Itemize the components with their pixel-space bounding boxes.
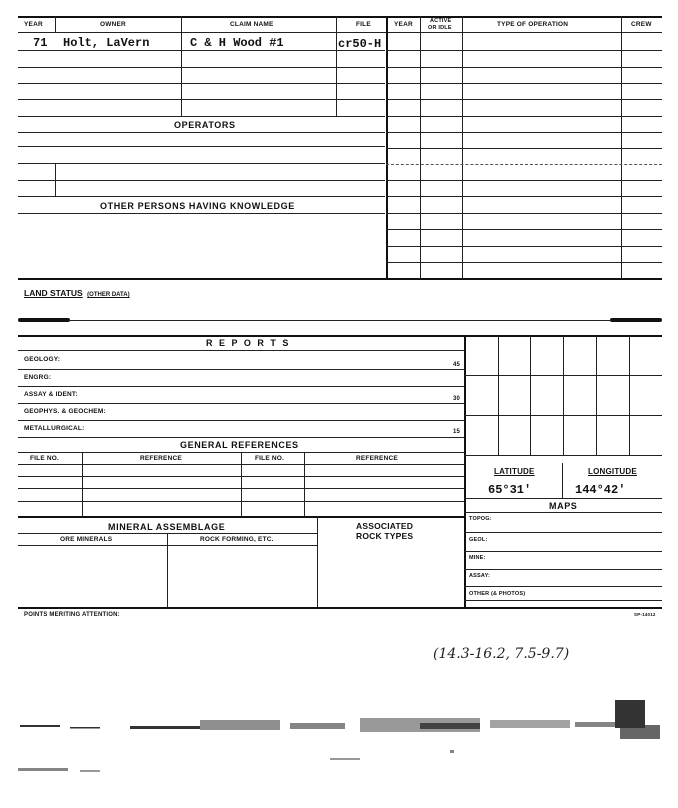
references-divider (241, 452, 242, 516)
ops-row-line (386, 180, 662, 181)
col-type-of-operation-header: TYPE OF OPERATION (497, 21, 569, 28)
grid-vertical (596, 335, 597, 455)
ops-row-line (386, 116, 662, 117)
general-references-heading: GENERAL REFERENCES (180, 440, 299, 450)
ref-reference-header: REFERENCE (140, 455, 182, 462)
ops-col-divider (420, 16, 421, 278)
ops-row-line (386, 50, 662, 51)
header-underline (18, 32, 662, 33)
reports-line (18, 369, 464, 370)
reports-line (18, 420, 464, 421)
assay-ident-label: ASSAY & IDENT: (24, 391, 78, 398)
ops-row-line (386, 229, 662, 230)
owner-row-line (18, 50, 385, 51)
grid-vertical (498, 335, 499, 455)
associated-heading-2: ROCK TYPES (356, 531, 414, 541)
ops-row-line (386, 246, 662, 247)
record-year: 71 (33, 36, 48, 50)
number-45: 45 (453, 362, 461, 368)
owner-col-divider (181, 16, 182, 116)
grid-horizontal (464, 455, 662, 456)
operators-divider (55, 163, 56, 196)
maps-geol-label: GEOL: (469, 537, 488, 543)
col-active-header: ACTIVE (430, 18, 452, 24)
geophys-geochem-label: GEOPHYS. & GEOCHEM: (24, 408, 106, 415)
metallurgical-label: METALLURGICAL: (24, 425, 85, 432)
ops-row-line (386, 213, 662, 214)
ops-row-line (386, 164, 662, 165)
latitude-value: 65°31' (488, 483, 532, 497)
maps-heading-underline (464, 512, 662, 513)
operators-line (18, 146, 385, 147)
ops-row-line (386, 99, 662, 100)
ore-minerals-header: ORE MINERALS (60, 536, 113, 543)
maps-mine-label: MINE: (469, 555, 486, 561)
reports-line (18, 403, 464, 404)
longitude-value: 144°42' (575, 483, 626, 497)
rock-forming-header: ROCK FORMING, ETC. (200, 536, 274, 543)
owner-row-line (18, 116, 385, 117)
owner-row-line (18, 67, 385, 68)
points-meriting-attention-label: POINTS MERITING ATTENTION: (24, 612, 120, 618)
maps-heading: MAPS (549, 501, 578, 511)
mineral-divider (317, 516, 318, 607)
ops-row-line (386, 132, 662, 133)
ops-row-line (386, 83, 662, 84)
ops-col-divider (462, 16, 463, 278)
ref-file-no-header: FILE NO. (30, 455, 60, 462)
ops-row-line (386, 148, 662, 149)
latitude-label: LATITUDE (494, 467, 535, 476)
land-status-bar-right (610, 318, 662, 322)
operators-line (18, 180, 385, 181)
ops-row-line (386, 67, 662, 68)
operators-line (18, 132, 385, 133)
grid-horizontal (464, 415, 662, 416)
col-crew-header: CREW (631, 21, 652, 28)
reports-heading: R E P O R T S (206, 338, 291, 348)
lat-long-divider (562, 463, 563, 498)
maps-assay-label: ASSAY: (469, 573, 491, 579)
references-divider (304, 452, 305, 516)
col-idle-header: OR IDLE (428, 25, 452, 31)
record-file: cr50-H (338, 37, 382, 51)
scan-noise (0, 690, 678, 800)
form-number: SP-14012 (634, 612, 656, 617)
ops-col-divider (621, 16, 622, 278)
maps-line (464, 569, 662, 570)
number-15: 15 (453, 429, 461, 435)
ref-reference-header-2: REFERENCE (356, 455, 398, 462)
mineral-subheader-underline (18, 545, 318, 546)
maps-line (464, 600, 662, 601)
grid-vertical (563, 335, 564, 455)
land-status-heading: LAND STATUS (24, 288, 83, 298)
operators-line (18, 196, 385, 197)
ops-row-line (386, 262, 662, 263)
land-status-label (24, 283, 130, 301)
main-vertical-divider (386, 16, 388, 278)
reports-heading-underline (18, 350, 464, 351)
reports-line (18, 437, 464, 438)
grid-vertical (629, 335, 630, 455)
engrg-label: ENGRG: (24, 374, 52, 381)
references-divider (82, 452, 83, 516)
handwritten-note: (14.3-16.2, 7.5-9.7) (433, 646, 570, 662)
maps-topog-label: TOPOG: (469, 516, 492, 522)
col-file-header: FILE (356, 21, 371, 28)
maps-line (464, 551, 662, 552)
other-persons-heading: OTHER PERSONS HAVING KNOWLEDGE (100, 201, 295, 211)
maps-line (464, 532, 662, 533)
col-owner-header: OWNER (100, 21, 126, 28)
reports-top (18, 335, 662, 337)
record-claim-name: C & H Wood #1 (190, 36, 284, 50)
mineral-heading-underline (18, 533, 318, 534)
other-persons-line (18, 213, 385, 214)
ref-file-no-header-2: FILE NO. (255, 455, 285, 462)
land-status-bar-left (18, 318, 70, 322)
associated-heading-1: ASSOCIATED (356, 521, 414, 531)
owner-col-divider (55, 16, 56, 33)
col-year2-header: YEAR (394, 21, 413, 28)
owner-row-line (18, 99, 385, 100)
mineral-divider (167, 533, 168, 607)
owner-row-line (18, 83, 385, 84)
geology-label: GEOLOGY: (24, 356, 61, 363)
grid-vertical (530, 335, 531, 455)
col-year-header: YEAR (24, 21, 43, 28)
top-border (18, 16, 662, 18)
owner-col-divider (336, 16, 337, 116)
grid-horizontal (464, 375, 662, 376)
land-status-rule (70, 320, 610, 321)
record-owner: Holt, LaVern (63, 36, 150, 50)
lat-long-bottom (464, 498, 662, 499)
number-30: 30 (453, 396, 461, 402)
references-bottom (18, 516, 464, 518)
upper-section-bottom (18, 278, 662, 280)
col-claim-name-header: CLAIM NAME (230, 21, 274, 28)
maps-line (464, 586, 662, 587)
operators-line (18, 163, 385, 164)
mineral-assemblage-heading: MINERAL ASSEMBLAGE (108, 522, 226, 532)
form-bottom (18, 607, 662, 609)
maps-other-label: OTHER (& PHOTOS) (469, 591, 526, 597)
reports-line (18, 386, 464, 387)
longitude-label: LONGITUDE (588, 467, 637, 476)
ops-row-line (386, 196, 662, 197)
operators-heading: OPERATORS (174, 120, 236, 130)
land-status-sub: (OTHER DATA) (87, 292, 130, 298)
